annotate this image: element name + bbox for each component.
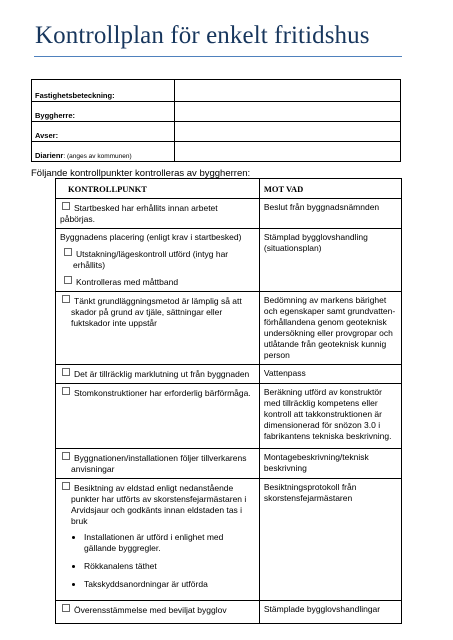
list-item: • Installationen är utförd i enlighet med gällande byggregler. xyxy=(84,532,255,554)
list-item: • Rökkanalens täthet xyxy=(84,561,255,572)
column-header-point: KONTROLLPUNKT xyxy=(56,179,260,199)
inspection-bullet-list xyxy=(60,532,255,590)
list-item: • Takskyddsanordningar är utförda xyxy=(84,579,255,590)
table-header-row xyxy=(56,179,402,199)
control-points-table xyxy=(55,178,402,624)
verification-text: Stämplad bygglovshandling (situationsplan) xyxy=(259,229,401,292)
info-label xyxy=(32,122,175,142)
table-row xyxy=(56,199,402,229)
control-point-text: Byggnadens placering (enligt krav i startbesked) xyxy=(60,232,242,242)
checkbox[interactable] xyxy=(64,276,72,284)
verification-text: Montagebeskrivning/teknisk beskrivning xyxy=(259,449,401,479)
info-label xyxy=(32,142,175,162)
sub-point-text: Utstakning/lägeskontroll utförd (intyg har erhållits) xyxy=(73,249,229,270)
table-row xyxy=(56,365,402,384)
info-label xyxy=(32,80,175,102)
verification-text: Beslut från byggnadsnämnden xyxy=(259,199,401,229)
checkbox[interactable] xyxy=(64,248,72,256)
table-row xyxy=(56,292,402,365)
table-row xyxy=(56,479,402,601)
table-row xyxy=(56,229,402,292)
control-point-text: Tänkt grundläggningsmetod är lämplig så att skador på grund av tjäle, sättningar eller fuktskador inte uppstår xyxy=(71,296,242,328)
info-label-text: Avser: xyxy=(35,131,59,140)
control-point-text: Det är tillräcklig marklutning ut från byggnaden xyxy=(74,369,250,379)
property-info-table xyxy=(31,79,401,162)
control-point-text: Startbesked har erhållits innan arbetet påbörjas. xyxy=(60,203,218,224)
control-point-text: Byggnationen/installationen följer tillverkarens anvisningar xyxy=(71,453,247,474)
info-label-note: : (anges av kommunen) xyxy=(63,153,132,160)
checkbox[interactable] xyxy=(62,482,70,490)
info-label xyxy=(32,102,175,122)
verification-text: Stämplade bygglovshandlingar xyxy=(259,601,401,624)
info-label-text: Fastighetsbeteckning: xyxy=(35,91,115,100)
checkbox[interactable] xyxy=(62,295,70,303)
info-label-text: Byggherre: xyxy=(35,111,76,120)
info-row xyxy=(32,102,401,122)
checkbox[interactable] xyxy=(62,604,70,612)
table-row xyxy=(56,601,402,624)
info-value-field[interactable] xyxy=(174,102,400,122)
info-row xyxy=(32,122,401,142)
info-row xyxy=(32,142,401,162)
table-row xyxy=(56,384,402,449)
verification-text: Bedömning av markens bärighet och egenskaper samt grundvatten-förhållandena genom geoteknisk undersökning eller provgropar och utlåtande från geoteknisk kunnig person xyxy=(259,292,401,365)
verification-text: Besiktningsprotokoll från skorstensfejarmästaren xyxy=(259,479,401,601)
table-row xyxy=(56,449,402,479)
sub-point-text: Kontrolleras med måttband xyxy=(76,277,179,287)
checkbox[interactable] xyxy=(62,387,70,395)
lead-text: Följande kontrollpunkter kontrolleras av byggherren: xyxy=(31,168,251,179)
page-title: Kontrollplan för enkelt fritidshus xyxy=(35,22,370,49)
checkbox[interactable] xyxy=(62,452,70,460)
checkbox[interactable] xyxy=(62,202,70,210)
info-value-field[interactable] xyxy=(174,122,400,142)
verification-text: Vattenpass xyxy=(259,365,401,384)
info-row xyxy=(32,80,401,102)
info-label-text: Diarienr xyxy=(35,151,64,160)
title-underline xyxy=(34,56,402,57)
info-value-field[interactable] xyxy=(174,80,400,102)
control-point-text: Överensstämmelse med beviljat bygglov xyxy=(74,605,227,615)
column-header-against: MOT VAD xyxy=(259,179,401,199)
verification-text: Beräkning utförd av konstruktör med tillräcklig kompetens eller kontroll att takkonstruktionen är dimensionerad för snözon 3.0 i fabrikantens tekniska beskrivning. xyxy=(259,384,401,449)
control-point-text: Besiktning av eldstad enligt nedanstående punkter har utförts av skorstensfejarmästaren i Arvidsjaur och godkänts innan eldstaden tas i bruk xyxy=(71,483,247,526)
checkbox[interactable] xyxy=(62,368,70,376)
info-value-field[interactable] xyxy=(174,142,400,162)
control-point-text: Stomkonstruktioner har erforderlig bärförmåga. xyxy=(74,388,251,398)
